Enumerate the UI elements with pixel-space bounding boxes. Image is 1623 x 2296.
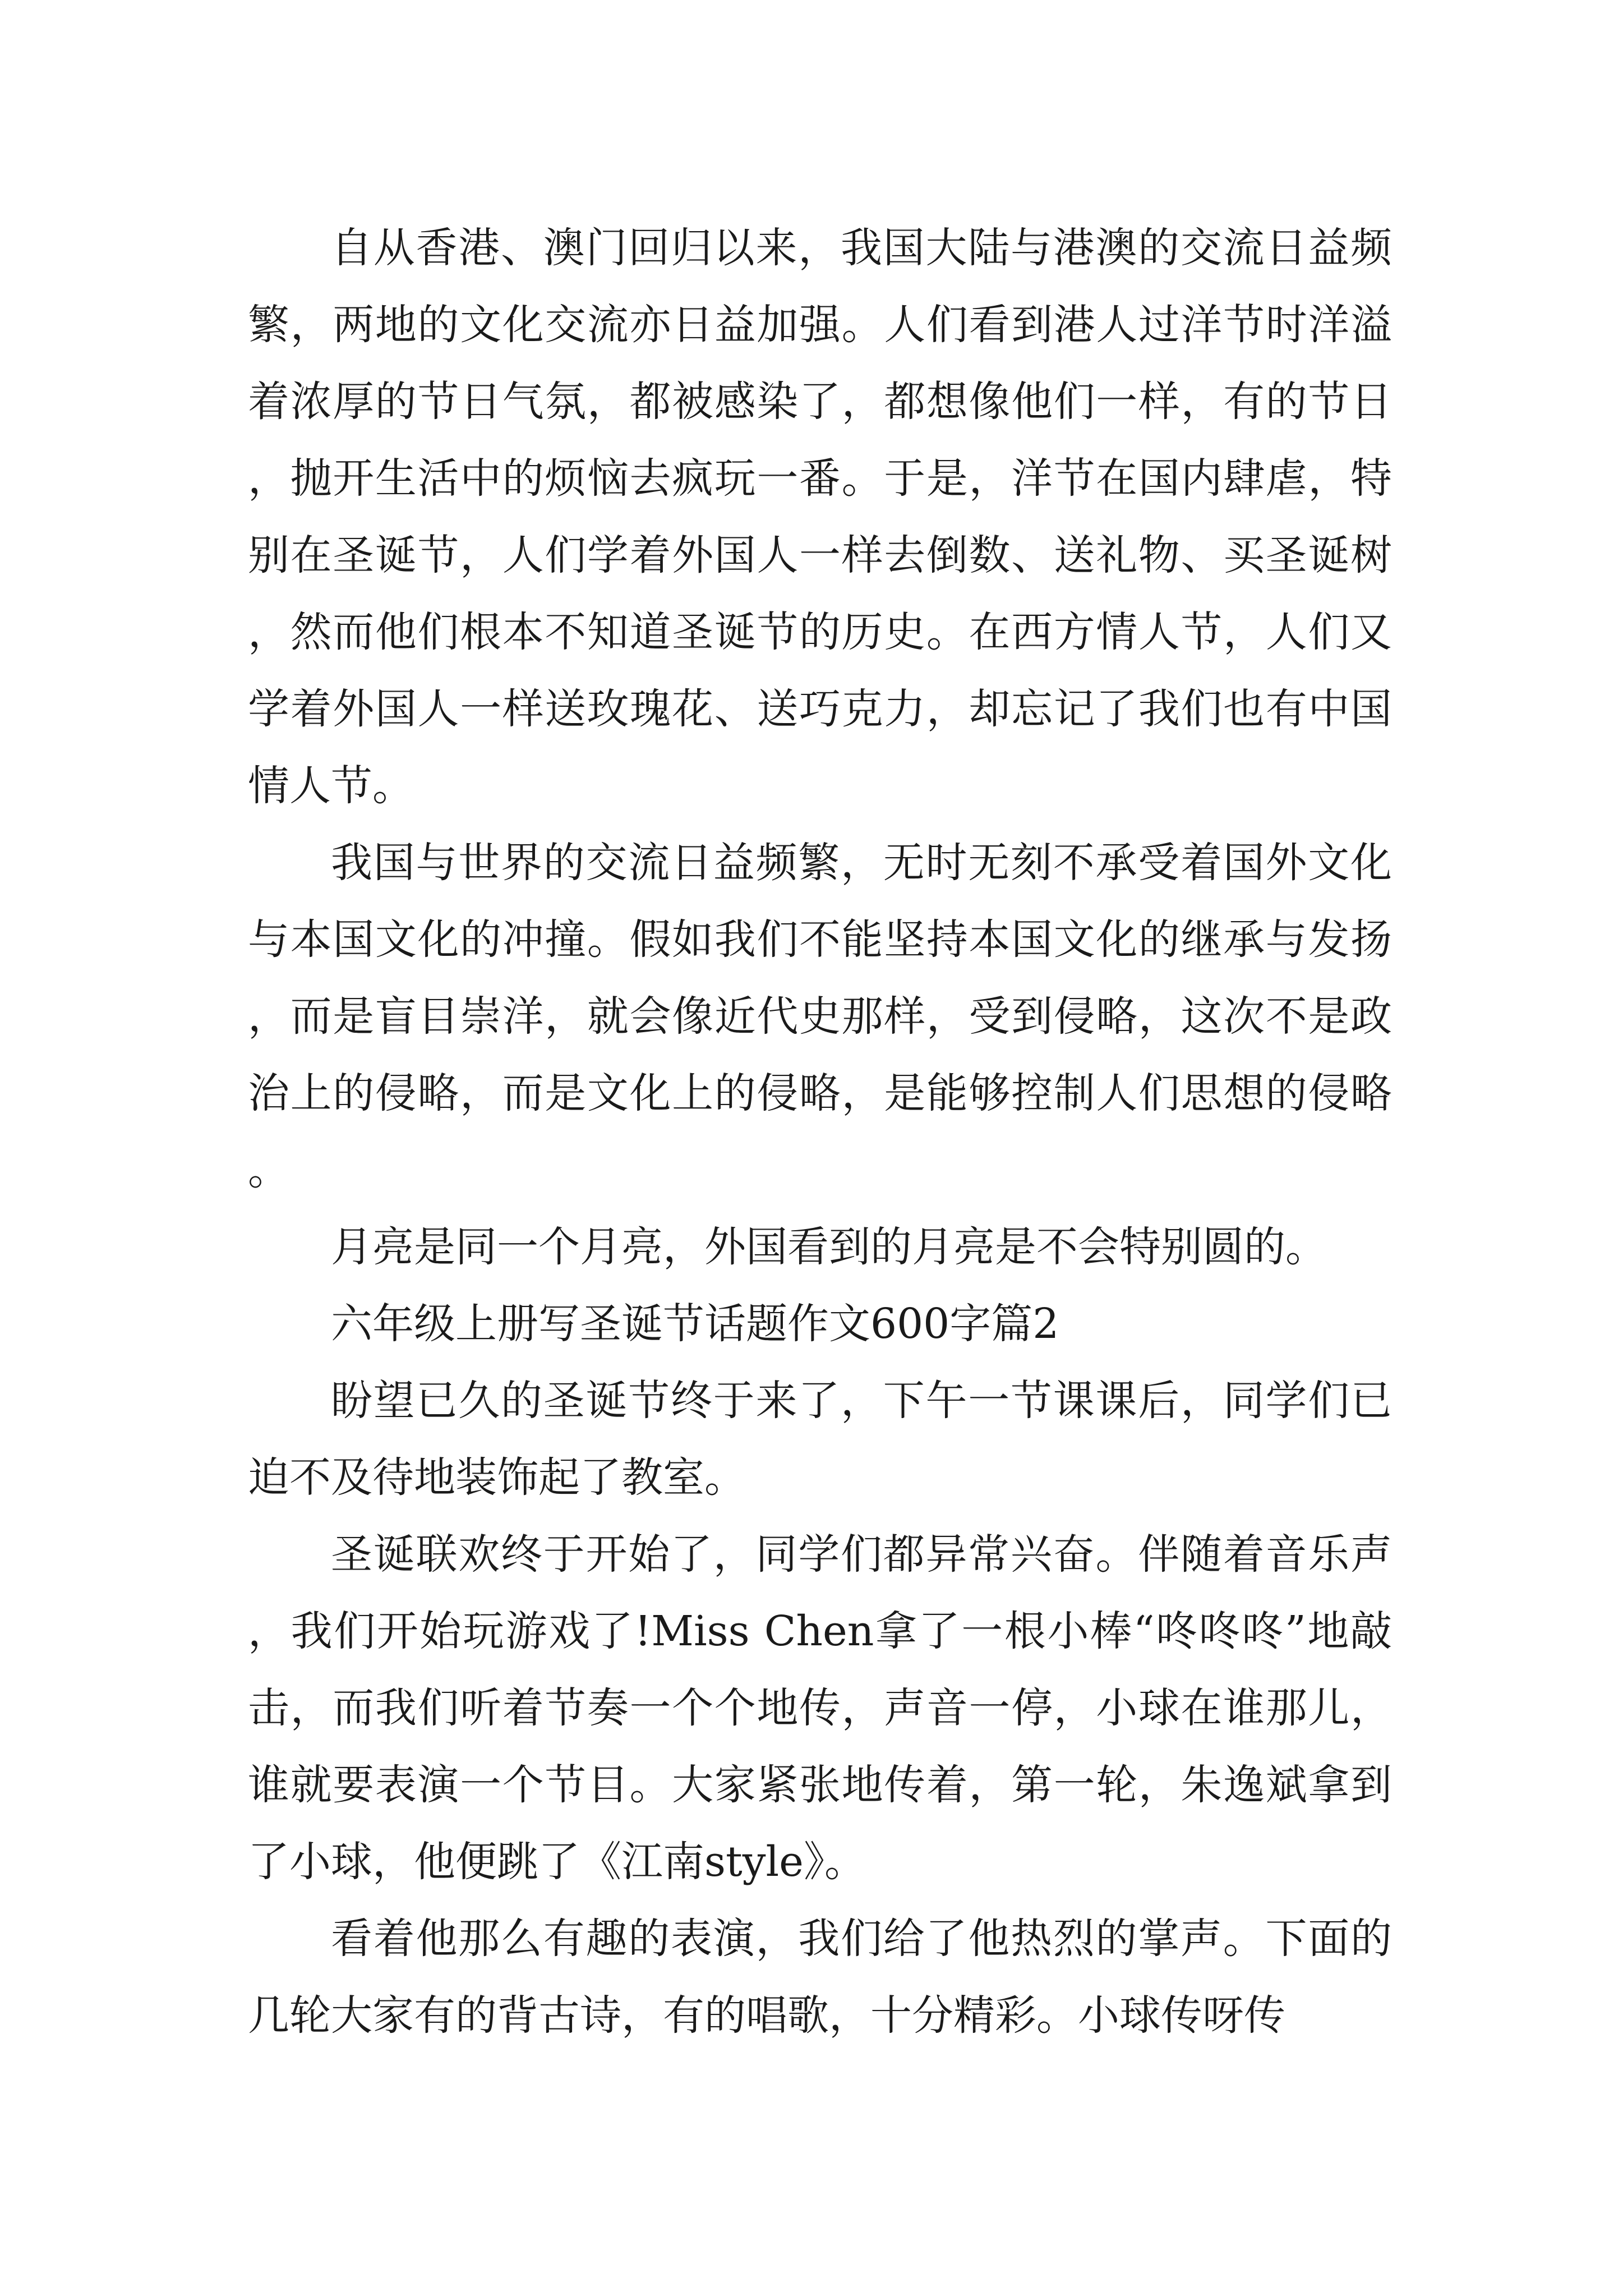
paragraph-2: 我国与世界的交流日益频繁，无时无刻不承受着国外文化与本国文化的冲撞。假如我们不能坚持本国文化的继承与发扬，而是盲目崇洋，就会像近代史那样，受到侵略，这次不是政治上的侵略，而是文化上的侵略，是能够控制人们思想的侵略。 bbox=[248, 839, 1392, 1194]
paragraph-3: 月亮是同一个月亮，外国看到的月亮是不会特别圆的。 bbox=[331, 1223, 1327, 1271]
paragraph-4: 盼望已久的圣诞节终于来了，下午一节课课后，同学们已迫不及待地装饰起了教室。 bbox=[248, 1377, 1392, 1502]
section-heading: 六年级上册写圣诞节话题作文600字篇2 bbox=[331, 1300, 1059, 1348]
document-body bbox=[248, 210, 1392, 2054]
paragraph-5: 圣诞联欢终于开始了，同学们都异常兴奋。伴随着音乐声，我们开始玩游戏了!Miss Chen拿了一根小棒“咚咚咚”地敲击，而我们听着节奏一个个地传，声音一停，小球在谁那儿，谁就要表演一个节目。大家紧张地传着，第一轮，朱逸斌拿到了小球，他便跳了《江南style》。 bbox=[248, 1530, 1392, 1886]
paragraph-6: 看着他那么有趣的表演，我们给了他热烈的掌声。下面的几轮大家有的背古诗，有的唱歌，十分精彩。小球传呀传 bbox=[248, 1915, 1392, 2040]
paragraph-1: 自从香港、澳门回归以来，我国大陆与港澳的交流日益频繁，两地的文化交流亦日益加强。人们看到港人过洋节时洋溢着浓厚的节日气氛，都被感染了，都想像他们一样，有的节日，抛开生活中的烦恼去疯玩一番。于是，洋节在国内肆虐，特别在圣诞节，人们学着外国人一样去倒数、送礼物、买圣诞树，然而他们根本不知道圣诞节的历史。在西方情人节，人们又学着外国人一样送玫瑰花、送巧克力，却忘记了我们也有中国情人节。 bbox=[248, 224, 1392, 810]
